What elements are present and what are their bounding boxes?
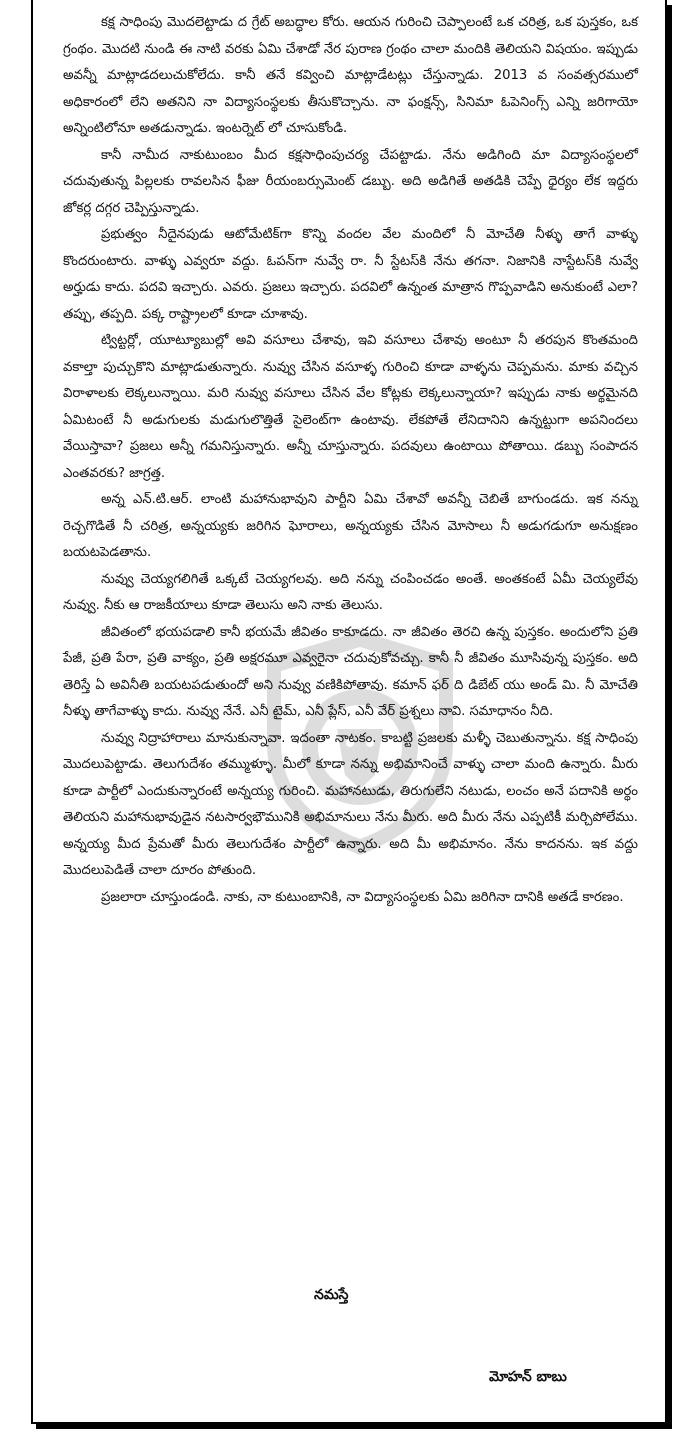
- paragraph: జీవితంలో భయపడాలి కానీ భయమే జీవితం కాకూడదు. నా జీవితం తెరచి ఉన్న పుస్తకం. అందులోని ప్రతి పేజీ, ప్రతి పేరా, ప్రతి వాక్యం, ప్రతి అక్షరమూ ఎవ్వరైనా చదువుకోవచ్చు. కానీ నీ జీవితం మూసివున్న పుస్తకం. అది తెరిస్తే ఏ అవినీతి బయటపడుతుందో అని నువ్వు వణికిపోతావు. కమాన్ ఫర్ ది డిబేట్ యు అండ్ మి. నీ మోచేతి నీళ్ళు తాగేవాళ్ళు కాదు. నువ్వు నేనే. ఎనీ టైమ్, ఎనీ ప్లేస్, ఎనీ వేర్ ప్రశ్నలు నావి. సమాధానం నీది.: [63, 624, 638, 719]
- document-page: [31, 0, 667, 1424]
- paragraph: నువ్వు నిద్రాహారాలు మానుకున్నావా. ఇదంతా నాటకం. కాబట్టి ప్రజలకు మళ్ళీ చెబుతున్నాను. కక్ష సాధింపు మొదలుపెట్టాడు. తెలుగుదేశం తమ్ముళ్ళూ. మీలో కూడా నన్ను అభిమానించే వాళ్ళు చాలా మంది ఉన్నారు. మీరు కూడా పార్టీలో ఎందుకున్నారంటే అన్నయ్య గురించి. మహానటుడు, తిరుగులేని నటుడు, లంచం అనే పదానికి అర్థం తెలియని మహానుభావుడైన నటసార్వభౌమునికి అభిమానులు నేను మీరు. అది మీరు నేను ఎప్పటికీ మర్చిపోలేము. అన్నయ్య మీద ప్రేమతో మీరు తెలుగుదేశం పార్టీలో ఉన్నారు. అది మీ అభిమానం. నేను కాదనను. ఇక వద్దు మొదలుపెడితే చాలా దూరం పోతుంది.: [63, 730, 638, 878]
- letter-body: [63, 10, 638, 911]
- paragraph: అన్న ఎన్.టి.ఆర్. లాంటి మహానుభావుని పార్టీని ఏమి చేశావో అవన్నీ చెబితే బాగుండదు. ఇక నన్ను రెచ్చగొడితే నీ చరిత్ర, అన్నయ్యకు జరిగిన ఘోరాలు, అన్నయ్యకు చేసిన మోసాలు నీ అడుగడుగూ అనుక్షణం బయటపెడతాను.: [63, 492, 638, 560]
- paragraph: కానీ నామీద నాకుటుంబం మీద కక్షసాధింపుచర్య చేపట్టాడు. నేను అడిగింది మా విద్యాసంస్థలలో చదువుతున్న పిల్లలకు రావలసిన ఫీజు రీయంబర్సుమెంట్ డబ్బు. అది అడిగితే అతడికి చెప్పే ధైర్యం లేక ఇద్దరు జోకర్ల దగ్గర చెప్పిస్తున్నాడు.: [63, 147, 638, 216]
- paragraph: ప్రజలారా చూస్తుండండి. నాకు, నా కుటుంబానికి, నా విద్యాసంస్థలకు ఏమి జరిగినా దానికి అతడే కారణం.: [101, 889, 624, 905]
- signature: మోహన్ బాబు: [489, 1369, 567, 1385]
- paragraph: నువ్వు చెయ్యగలిగితే ఒక్కటే చెయ్యగలవు. అది నన్ను చంపించడం అంతే. అంతకంటే ఏమీ చెయ్యలేవు నువ్వు. నీకు ఆ రాజకీయాలు కూడా తెలుసు అని నాకు తెలుసు.: [63, 571, 638, 613]
- paragraph: కక్ష సాధింపు మొదలెట్టాడు ద గ్రేట్ అబద్ధాల కోరు. ఆయన గురించి చెప్పాలంటే ఒక చరిత్ర, ఒక పుస్తకం, ఒక గ్రంథం. మొదటి నుండి ఈ నాటి వరకు ఏమి చేశాడో నేర పురాణ గ్రంథం చాలా మందికి తెలియని విషయం. ఇప్పుడు అవన్నీ మాట్లాడదలుచుకోలేదు. కానీ తనే కవ్వించి మాట్లాడేటట్లు చేస్తున్నాడు. 2013 వ సంవత్సరములో అధికారంలో లేని అతనిని నా విద్యాసంస్థలకు తీసుకొచ్చాను. నా ఫంక్షన్స్, సినిమా ఓపెనింగ్స్ ఎన్ని జరిగాయో అన్నింటిలోనూ అతడున్నాడు. ఇంటర్నెట్ లో చూసుకోండి.: [63, 15, 638, 136]
- paragraph: ట్విట్టర్లో, యూట్యూబుల్లో అవి వసూలు చేశావు, ఇవి వసూలు చేశావు అంటూ నీ తరపున కొంతమంది వకాల్తా పుచ్చుకొని మాట్లాడుతున్నారు. నువ్వు చేసిన వసూళ్ళ గురించి కూడా వాళ్ళను చెప్పమను. మాకు వచ్చిన విరాళాలకు లెక్కలున్నాయి. మరి నువ్వు వసూలు చేసిన వేల కోట్లకు లెక్కలున్నాయా? ఇప్పుడు నాకు అర్థమైనది ఏమిటంటే నీ అడుగులకు మడుగులొత్తితే సైలెంట్‌గా ఉంటావు. లేకపోతే లేనిదానిని ఉన్నట్టుగా అపనిందలు వేయిస్తావా? ప్రజలు అన్నీ గమనిస్తున్నారు. అన్నీ చూస్తున్నారు. పదవులు ఉంటాయి పోతాయి. డబ్బు సంపాదన ఎంతవరకు? జాగ్రత్త.: [63, 333, 638, 481]
- closing-salutation: నమస్తే: [314, 1287, 349, 1303]
- paragraph: ప్రభుత్వం నీదైనపుడు ఆటోమేటిక్‌గా కొన్ని వందల వేల మందిలో నీ మోచేతి నీళ్ళు తాగే వాళ్ళు కొందరుంటారు. వాళ్ళు ఎవ్వరూ వద్దు. ఓపన్‌గా నువ్వే రా. నీ స్టేటస్‌కి నేను తగనా. నిజానికి నాస్టేటస్‌కి నువ్వే అర్హుడు కాదు. పదవి ఇచ్చారు. ఎవరు. ప్రజలు ఇచ్చారు. పదవిలో ఉన్నంత మాత్రాన గొప్పవాడిని అనుకుంటే ఎలా? తప్పు, తప్పది. పక్క రాష్ట్రాలలో కూడా చూశావు.: [63, 227, 638, 322]
